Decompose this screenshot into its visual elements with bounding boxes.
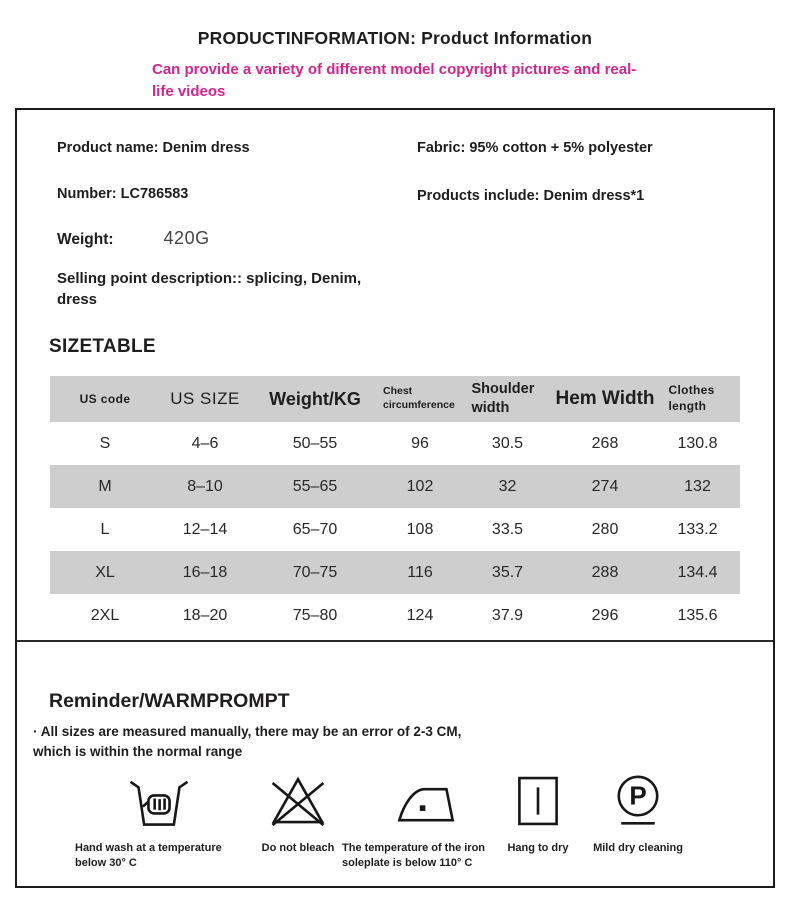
size-cell: 4–6 xyxy=(191,434,219,452)
size-cell: 130.8 xyxy=(677,434,718,452)
size-cell: 55–65 xyxy=(292,477,338,495)
sizetable-heading: SIZETABLE xyxy=(49,336,156,357)
col-header-chest-circumference xyxy=(380,376,460,422)
product-details-section xyxy=(17,110,773,642)
size-cell: XL xyxy=(95,563,115,581)
size-cell: L xyxy=(100,520,110,538)
size-cell: S xyxy=(99,434,111,452)
col-header-clothes-length xyxy=(655,376,740,422)
col-header-weight-kg: Weight/KG xyxy=(269,388,361,409)
size-cell: 124 xyxy=(406,606,434,624)
size-cell: 30.5 xyxy=(491,434,524,452)
col-header-chest-label: Chest circumference xyxy=(383,385,455,411)
size-row-m xyxy=(50,465,740,508)
size-table xyxy=(50,376,740,637)
size-row-s xyxy=(50,422,740,465)
size-cell: 296 xyxy=(591,606,619,624)
col-header-us-code: US code xyxy=(79,392,131,406)
care-label: Hand wash at a temperature below 30° C xyxy=(75,842,222,869)
size-cell: 108 xyxy=(406,520,434,538)
care-item-mild-dry-cleaning xyxy=(559,768,717,856)
size-cell: 133.2 xyxy=(677,520,718,538)
care-item-hand-wash xyxy=(75,768,243,871)
products-include-line: Products include: Denim dress*1 xyxy=(417,188,645,204)
col-header-shoulder-label: Shoulder width xyxy=(471,381,535,416)
page-subtitle: Can provide a variety of different model copyright pictures and real-life videos xyxy=(152,61,637,100)
size-cell: 96 xyxy=(411,434,429,452)
size-row-xl xyxy=(50,551,740,594)
care-label: Hang to dry xyxy=(507,842,569,854)
size-cell: 33.5 xyxy=(491,520,524,538)
size-cell: 8–10 xyxy=(187,477,223,495)
weight-line xyxy=(57,228,210,249)
number-line: Number: LC786583 xyxy=(57,186,189,202)
care-label: The temperature of the iron soleplate is below 110° C xyxy=(342,842,486,869)
mild-dry-cleaning-icon xyxy=(607,768,669,832)
size-cell: 37.9 xyxy=(491,606,524,624)
size-cell: 132 xyxy=(684,477,711,495)
info-box xyxy=(15,108,775,888)
hand-wash-icon xyxy=(128,768,190,832)
size-cell: 274 xyxy=(591,477,619,495)
size-cell: 116 xyxy=(407,563,433,581)
col-header-clothes-label: Clothes length xyxy=(668,383,715,413)
do-not-bleach-icon xyxy=(267,768,329,832)
page-title: PRODUCTINFORMATION: Product Information xyxy=(197,28,593,48)
size-row-l xyxy=(50,508,740,551)
size-cell: 18–20 xyxy=(182,606,228,624)
reminder-heading: Reminder/WARMPROMPT xyxy=(49,690,290,712)
fabric-line: Fabric: 95% cotton + 5% polyester xyxy=(417,140,653,156)
care-label: Mild dry cleaning xyxy=(593,842,683,854)
weight-value: 420G xyxy=(163,228,210,248)
size-cell: 2XL xyxy=(90,606,120,624)
size-cell: 75–80 xyxy=(292,606,338,624)
size-cell: 288 xyxy=(591,563,619,581)
svg-text:P: P xyxy=(629,780,647,811)
size-cell: 135.6 xyxy=(677,606,718,624)
size-cell: 134.4 xyxy=(677,563,718,581)
care-label: Do not bleach xyxy=(261,842,335,854)
col-header-hem-width: Hem Width xyxy=(555,388,655,409)
size-cell: 35.7 xyxy=(491,563,524,581)
size-cell: 12–14 xyxy=(182,520,228,538)
size-row-2xl xyxy=(50,594,740,637)
product-name-line: Product name: Denim dress xyxy=(57,140,250,156)
size-cell: 102 xyxy=(406,477,434,495)
size-cell: 280 xyxy=(591,520,619,538)
reminder-note: · All sizes are measured manually, there may be an error of 2-3 CM, which is within the normal range xyxy=(33,724,462,759)
size-cell: 16–18 xyxy=(182,563,228,581)
selling-point-line: Selling point description:: splicing, Denim, dress xyxy=(57,270,362,308)
col-header-us-size: US SIZE xyxy=(170,389,240,408)
col-header-shoulder-width xyxy=(460,376,555,422)
weight-label: Weight: xyxy=(57,231,114,248)
iron-temperature-icon xyxy=(395,768,457,832)
size-cell: 32 xyxy=(498,477,517,495)
size-cell: 268 xyxy=(591,434,619,452)
size-cell: M xyxy=(98,477,112,495)
size-cell: 65–70 xyxy=(292,520,338,538)
size-cell: 70–75 xyxy=(292,563,338,581)
size-table-header-row xyxy=(50,376,740,422)
size-cell: 50–55 xyxy=(292,434,338,452)
